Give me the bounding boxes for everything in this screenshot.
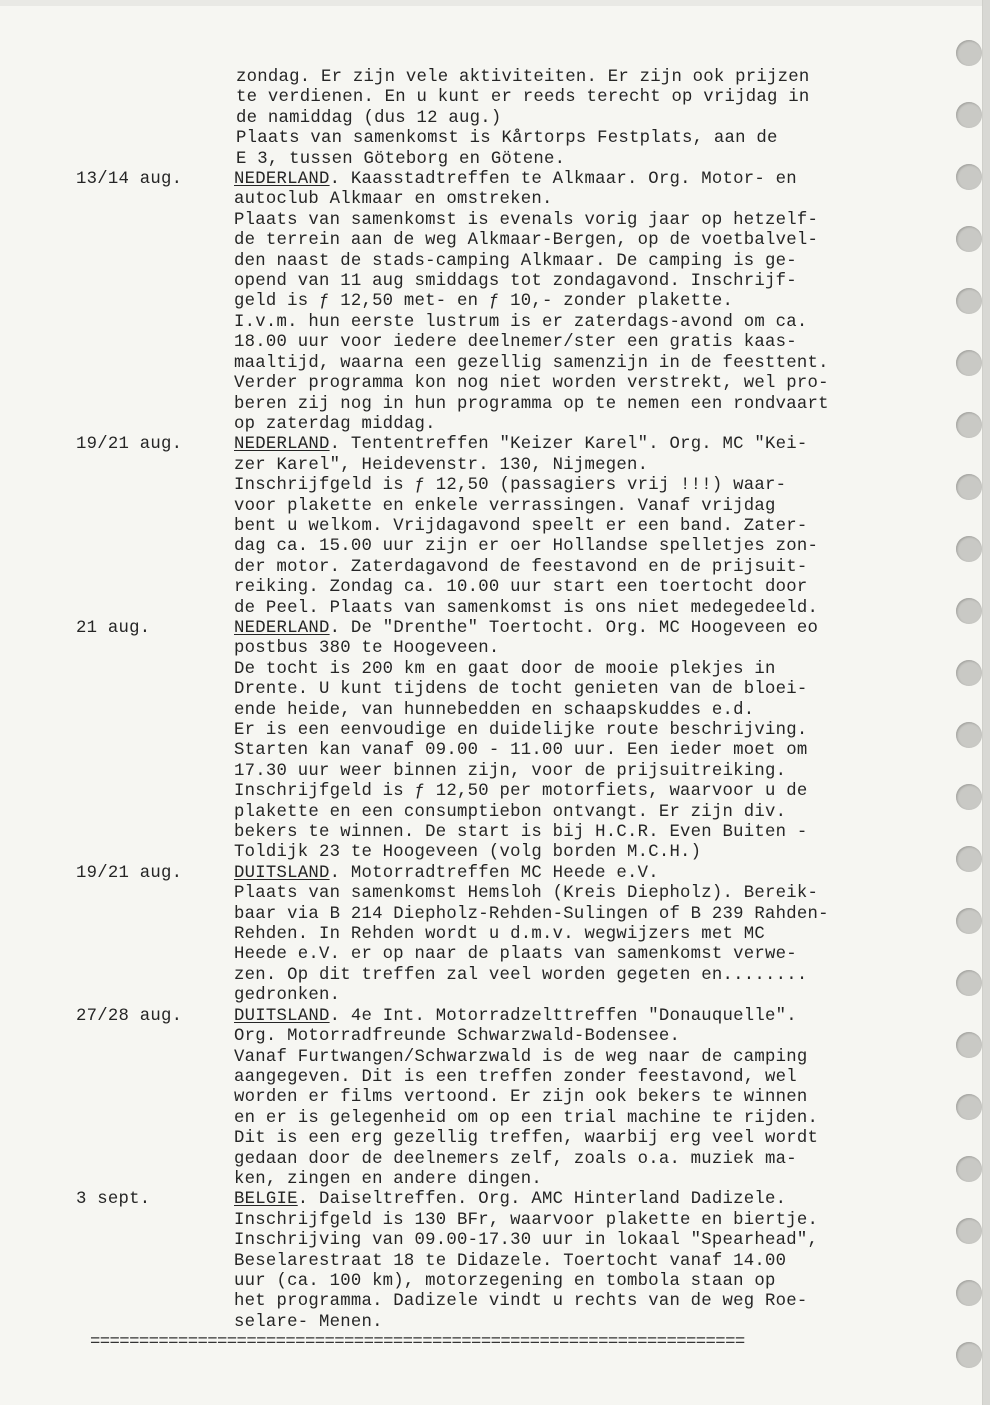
entry-date: 19/21 aug. — [76, 863, 183, 883]
entry-text: . Daiseltreffen. Org. AMC Hinterland Dadizele. Inschrijfgeld is 130 BFr, waarvoor plakette en biertje. Inschrijving van 09.00-17.30 uur in lokaal "Spearhead", Beselarestraat 18 te Didazele. Toertocht vanaf 14.00 uur (ca. 100 km), motorzegening en tombola staan op het programma. Dadizele vindt u rechts van de weg Roe- selare- Menen. — [234, 1190, 819, 1332]
entry-text: . De "Drenthe" Toertocht. Org. MC Hoogeveen eo postbus 380 te Hoogeveen. De tocht is 200 km en gaat door de mooie plekjes in Drente. U kunt tijdens de tocht genieten van de bloei- ende heide, van hunnebedden en schaapskuddes e.d. Er is een eenvoudige en duidelijke route beschrijving. Starten kan vanaf 09.00 - 11.00 uur. Een ieder moet om 17.30 uur weer binnen zijn, voor de prijsuitreiking. Inschrijfgeld is ƒ 12,50 per motorfiets, waarvoor u de plakette en een consumptiebon ontvangt. Er zijn div. bekers te winnen. De start is bij H.C.R. Even Buiten - Toldijk 23 te Hoogeveen (volg borden M.C.H.) — [234, 618, 819, 863]
binder-hole — [956, 40, 982, 66]
binder-hole — [956, 226, 982, 252]
calendar-entry — [0, 435, 940, 619]
binder-hole — [956, 164, 982, 190]
entry-body — [234, 1007, 940, 1191]
entry-country: NEDERLAND — [234, 435, 330, 455]
binder-hole — [956, 288, 982, 314]
entry-body — [234, 1190, 940, 1333]
binder-hole — [956, 1218, 982, 1244]
binder-hole — [956, 908, 982, 934]
binder-hole — [956, 536, 982, 562]
binder-hole — [956, 1156, 982, 1182]
calendar-entry — [0, 170, 940, 435]
separator-rule: =================================================================== — [90, 1333, 745, 1353]
entry-country: BELGIE — [234, 1190, 298, 1210]
entry-country: NEDERLAND — [234, 170, 330, 190]
entry-date: 21 aug. — [76, 618, 151, 638]
entry-text: . Motorradtreffen MC Heede e.V. Plaats van samenkomst Hemsloh (Kreis Diepholz). Bereik- baar via B 214 Diepholz-Rehden-Sulingen of B 239 Rahden- Rehden. In Rehden wordt u d.m.v. wegwijzers met MC Heede e.V. er op naar de plaats van samenkomst verwe- zen. Op dit treffen zal veel worden gegeten en........ gedronken. — [234, 863, 829, 1006]
binder-holes — [956, 40, 983, 1400]
entry-body — [234, 170, 940, 435]
entry-country: NEDERLAND — [234, 618, 330, 638]
binder-hole — [956, 1280, 982, 1306]
entry-text: . Kaasstadtreffen te Alkmaar. Org. Motor- en autoclub Alkmaar en omstreken. Plaats van samenkomst is evenals vorig jaar op hetzelf- de terrein aan de weg Alkmaar-Bergen, op de voetbalvel- den naast de stads-camping Alkmaar. De camping is ge- opend van 11 aug smiddags tot zondagavond. Inschrijf- geld is ƒ 12,50 met- en ƒ 10,- zonder plakette. I.v.m. hun eerste lustrum is er zaterdags-avond om ca. 18.00 uur voor iedere deelnemer/ster een gratis kaas- maaltijd, waarna een gezellig samenzijn in de feesttent. Verder programma kon nog niet worden verstrekt, wel pro- beren zij nog in hun programma op te nemen een rondvaart op zaterdag middag. — [234, 170, 829, 434]
calendar-entry — [0, 1190, 940, 1333]
binder-hole — [956, 350, 982, 376]
binder-hole — [956, 1094, 982, 1120]
binder-hole — [956, 1342, 982, 1368]
entry-date: 3 sept. — [76, 1190, 151, 1210]
entry-country: DUITSLAND — [234, 863, 330, 883]
entry-text: . 4e Int. Motorradzelttreffen "Donauquelle". Org. Motorradfreunde Schwarzwald-Bodensee. Vanaf Furtwangen/Schwarzwald is de weg naar de camping aangegeven. Dit is een treffen zonder feestavond, wel worden er films vertoond. Er zijn ook bekers te winnen en er is gelegenheid om op een trial machine te rijden. Dit is een erg gezellig treffen, waarbij erg veel wordt gedaan door de deelnemers zelf, zoals o.a. muziek ma- ken, zingen en andere dingen. — [234, 1006, 819, 1189]
binder-hole — [956, 846, 982, 872]
entry-body — [234, 864, 940, 1007]
binder-hole — [956, 412, 982, 438]
intro-paragraph: zondag. Er zijn vele aktiviteiten. Er zijn ook prijzen te verdienen. En u kunt er reeds terecht op vrijdag in de namiddag (dus 12 aug.) Plaats van samenkomst is Kårtorps Festplats, aan de E 3, tussen Göteborg en Götene. — [236, 68, 810, 169]
calendar-entry — [0, 864, 940, 1007]
entry-body — [234, 619, 940, 864]
page-top-edge — [0, 0, 982, 6]
binder-hole — [956, 660, 982, 686]
binder-hole — [956, 784, 982, 810]
binder-hole — [956, 474, 982, 500]
binder-hole — [956, 1032, 982, 1058]
entry-date: 19/21 aug. — [76, 435, 183, 455]
entry-country: DUITSLAND — [234, 1006, 330, 1026]
binder-hole — [956, 598, 982, 624]
calendar-entry — [0, 1007, 940, 1191]
rally-calendar-text — [0, 68, 940, 1354]
calendar-entry — [0, 619, 940, 864]
entry-body — [234, 435, 940, 619]
entry-date: 27/28 aug. — [76, 1006, 183, 1026]
entry-date: 13/14 aug. — [76, 170, 183, 190]
binder-hole — [956, 970, 982, 996]
entry-text: . Tententreffen "Keizer Karel". Org. MC "Kei- zer Karel", Heidevenstr. 130, Nijmegen. Inschrijfgeld is ƒ 12,50 (passagiers vrij !!!) waar- voor plakette en enkele verrassingen. Vanaf vrijdag bent u welkom. Vrijdagavond speelt er een band. Zater- dag ca. 15.00 uur zijn er oer Hollandse spelletjes zon- der motor. Zaterdagavond de feestavond en de prijsuit- reiking. Zondag ca. 10.00 uur start een toertocht door de Peel. Plaats van samenkomst is ons niet medegedeeld. — [234, 435, 819, 618]
binder-hole — [956, 722, 982, 748]
binder-hole — [956, 102, 982, 128]
